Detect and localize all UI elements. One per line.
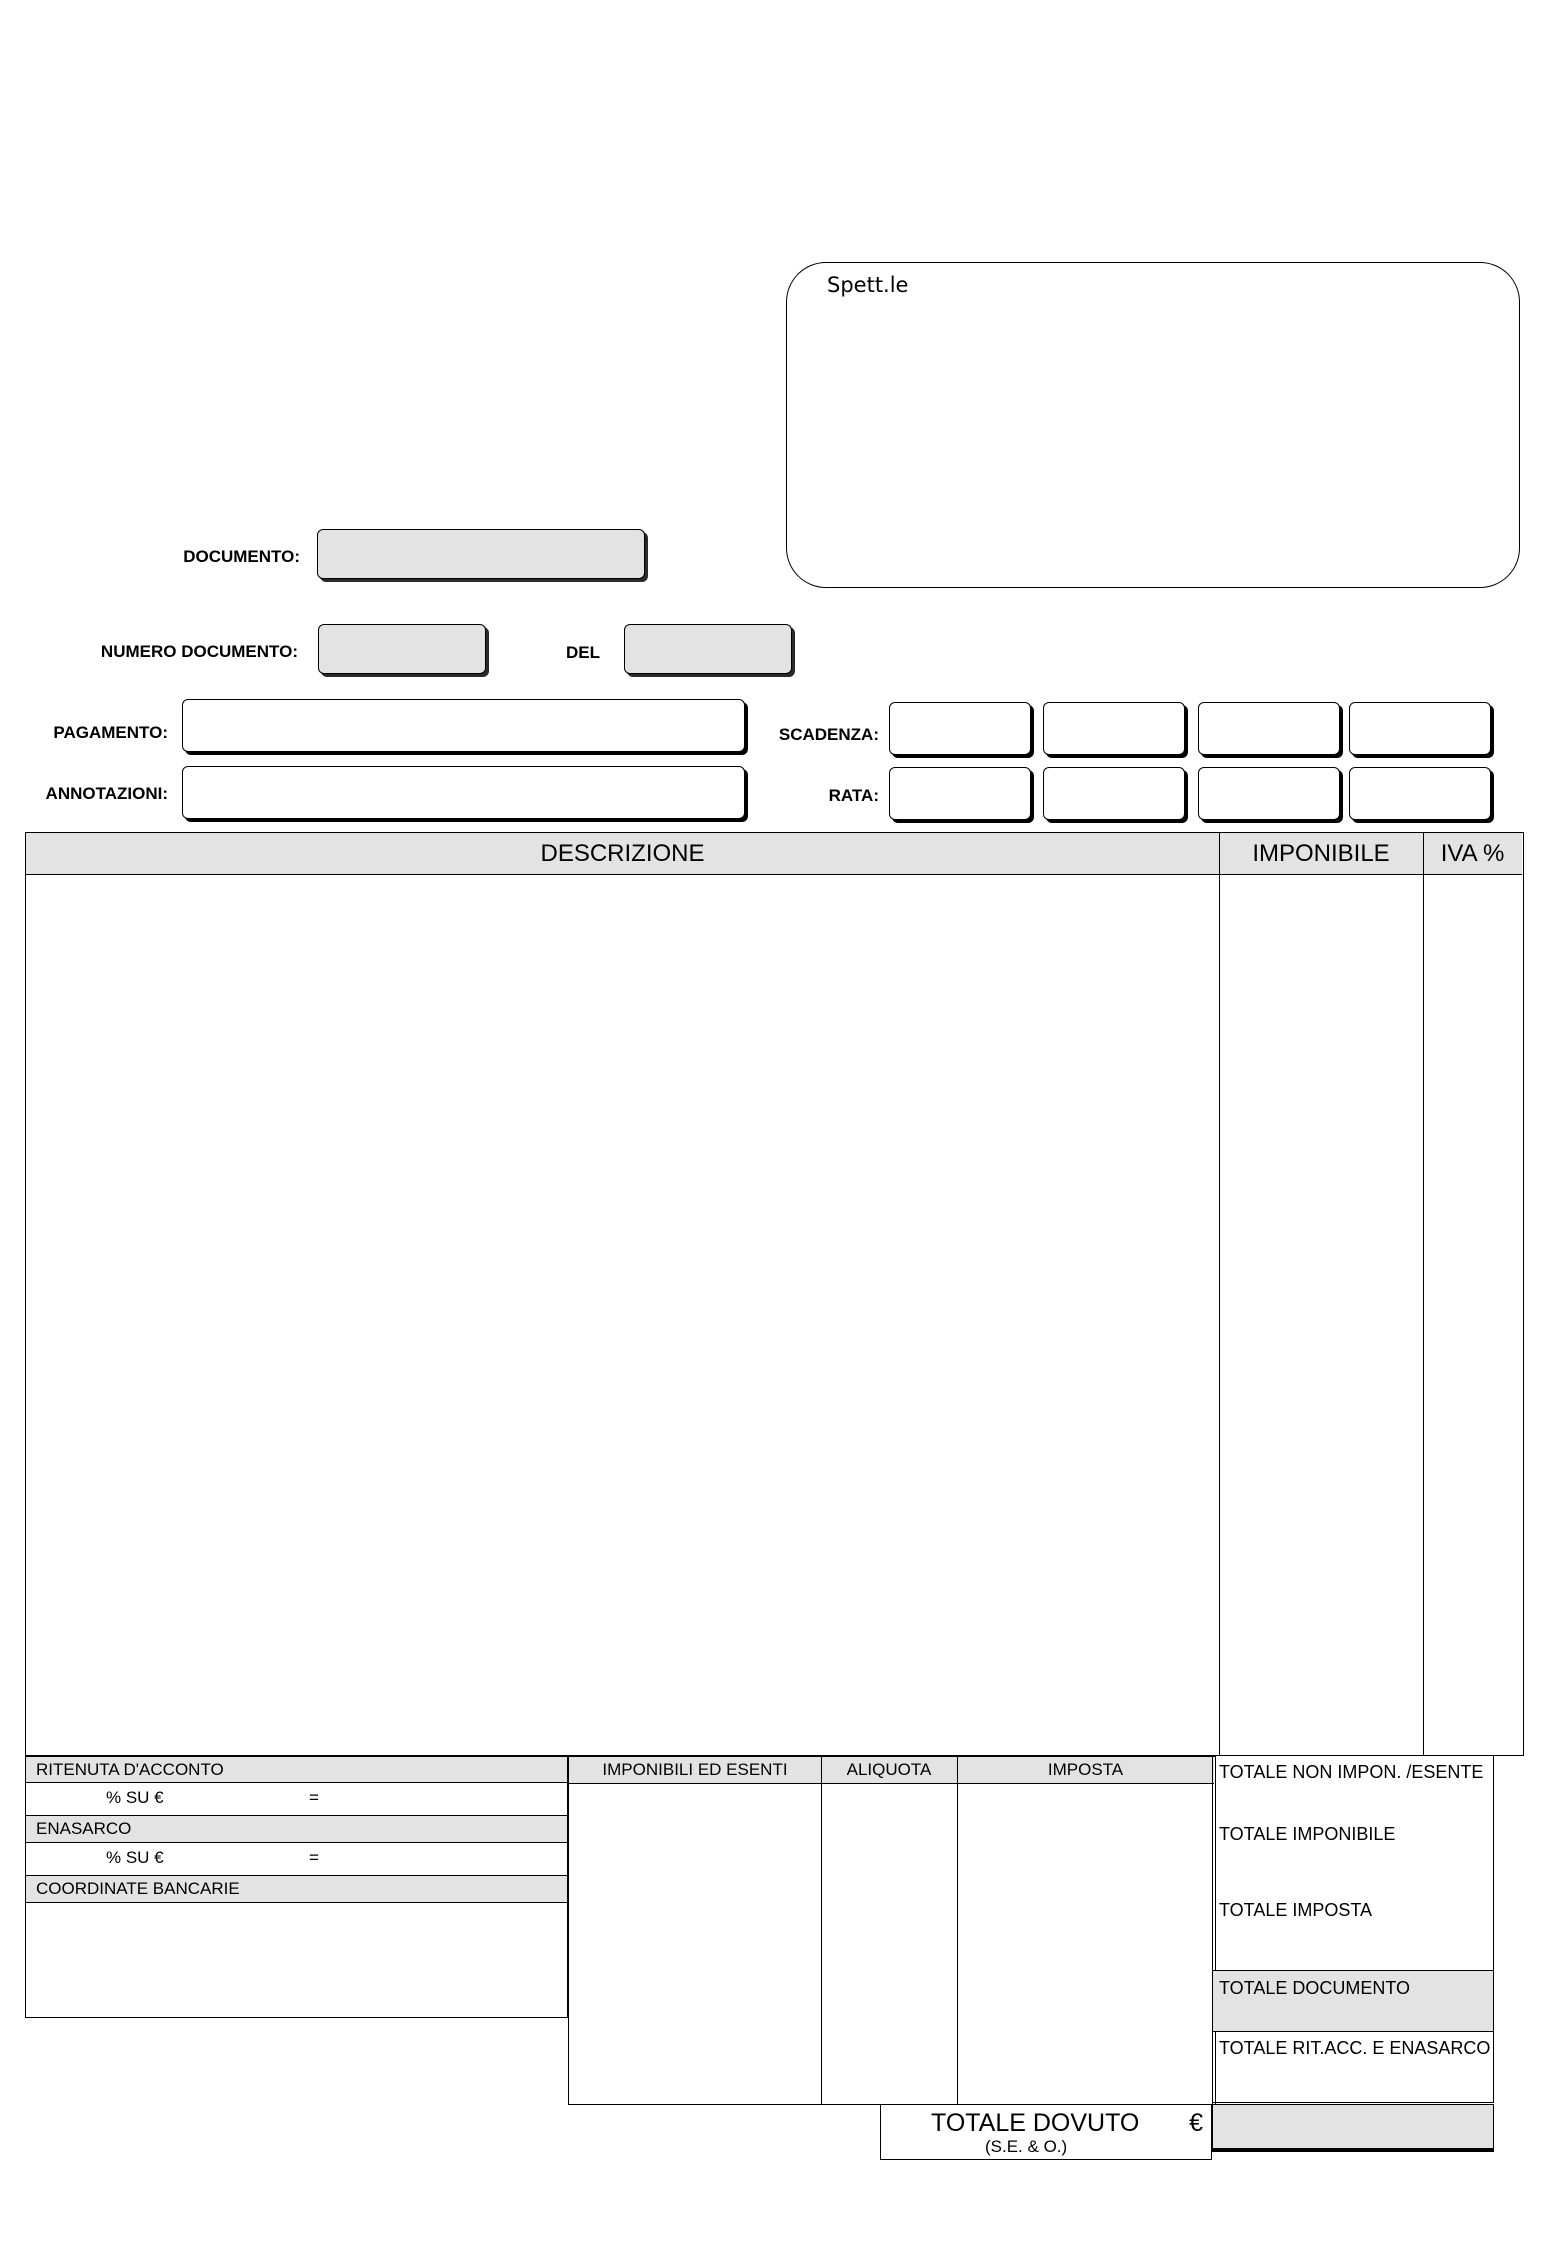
vat-summary-table bbox=[568, 1756, 1216, 2105]
euro-symbol: € bbox=[1189, 2109, 1203, 2137]
del-date-field[interactable] bbox=[624, 624, 792, 674]
totale-dovuto-box bbox=[880, 2104, 1212, 2160]
totale-dovuto-label: TOTALE DOVUTO bbox=[931, 2109, 1140, 2137]
rata-field-1[interactable] bbox=[889, 767, 1031, 820]
scadenza-field-4[interactable] bbox=[1349, 702, 1491, 755]
descrizione-area[interactable] bbox=[26, 875, 1219, 1755]
col-imponibili-esenti: IMPONIBILI ED ESENTI bbox=[569, 1757, 821, 1784]
iva-area[interactable] bbox=[1424, 875, 1522, 1755]
recipient-box[interactable] bbox=[786, 262, 1520, 588]
totale-non-impon-label: TOTALE NON IMPON. /ESENTE bbox=[1219, 1762, 1484, 1782]
col-divider bbox=[957, 1757, 958, 2104]
scadenza-field-3[interactable] bbox=[1198, 702, 1340, 755]
rata-field-3[interactable] bbox=[1198, 767, 1340, 820]
ritenuta-perc-label: % SU € bbox=[106, 1788, 164, 1807]
documento-field[interactable] bbox=[317, 529, 645, 579]
enasarco-header: ENASARCO bbox=[26, 1816, 567, 1843]
totale-dovuto-note: (S.E. & O.) bbox=[985, 2137, 1068, 2156]
totale-dovuto-value-field[interactable] bbox=[1212, 2104, 1494, 2152]
col-aliquota: ALIQUOTA bbox=[821, 1757, 957, 1784]
ritenuta-header: RITENUTA D'ACCONTO bbox=[26, 1757, 567, 1783]
enasarco-row[interactable] bbox=[26, 1843, 567, 1876]
annotazioni-field[interactable] bbox=[182, 766, 745, 819]
enasarco-perc-label: % SU € bbox=[106, 1848, 164, 1867]
ritenuta-equals: = bbox=[309, 1788, 319, 1807]
numero-documento-label: NUMERO DOCUMENTO: bbox=[100, 642, 298, 661]
rata-field-4[interactable] bbox=[1349, 767, 1491, 820]
totale-documento-box[interactable] bbox=[1213, 1970, 1493, 2032]
recipient-label: Spett.le bbox=[827, 273, 909, 297]
totale-imposta-label: TOTALE IMPOSTA bbox=[1219, 1900, 1373, 1920]
totale-rit-acc-label: TOTALE RIT.ACC. E ENASARCO bbox=[1219, 2038, 1491, 2058]
pagamento-label: PAGAMENTO: bbox=[53, 723, 168, 742]
del-label: DEL bbox=[566, 643, 600, 662]
pagamento-field[interactable] bbox=[182, 699, 745, 752]
numero-documento-field[interactable] bbox=[318, 624, 486, 674]
scadenza-field-2[interactable] bbox=[1043, 702, 1185, 755]
totals-block bbox=[1212, 1756, 1494, 2103]
col-imponibile: IMPONIBILE bbox=[1219, 833, 1423, 875]
items-table bbox=[25, 832, 1524, 1756]
documento-label: DOCUMENTO: bbox=[183, 547, 300, 566]
col-divider bbox=[821, 1757, 822, 2104]
ritenuta-row[interactable] bbox=[26, 1783, 567, 1816]
annotazioni-label: ANNOTAZIONI: bbox=[45, 784, 168, 803]
rata-label: RATA: bbox=[828, 786, 879, 805]
col-iva: IVA % bbox=[1423, 833, 1522, 875]
totale-imponibile-label: TOTALE IMPONIBILE bbox=[1219, 1824, 1396, 1844]
coordinate-area[interactable] bbox=[26, 1903, 567, 2017]
rata-field-2[interactable] bbox=[1043, 767, 1185, 820]
withholding-block bbox=[25, 1756, 568, 2018]
enasarco-equals: = bbox=[309, 1848, 319, 1867]
scadenza-label: SCADENZA: bbox=[778, 725, 879, 744]
totale-documento-label: TOTALE DOCUMENTO bbox=[1219, 1978, 1411, 1998]
imponibile-area[interactable] bbox=[1220, 875, 1423, 1755]
col-imposta: IMPOSTA bbox=[957, 1757, 1214, 1784]
scadenza-field-1[interactable] bbox=[889, 702, 1031, 755]
col-descrizione: DESCRIZIONE bbox=[26, 833, 1219, 875]
coordinate-header: COORDINATE BANCARIE bbox=[26, 1876, 567, 1903]
